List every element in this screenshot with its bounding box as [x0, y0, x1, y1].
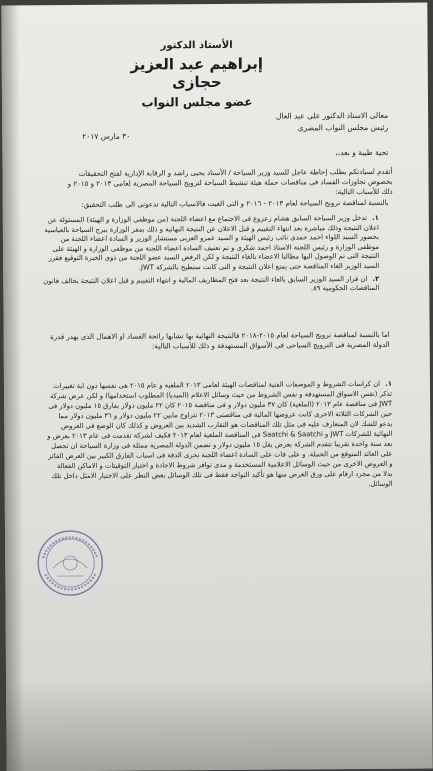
letterhead	[122, 40, 272, 110]
greeting: تحية طيبة و بعد،،	[335, 147, 389, 158]
letterhead-title: الأستاذ الدكتور	[160, 39, 233, 52]
page-shadow-bottom	[6, 679, 433, 771]
recipient-block	[248, 110, 388, 135]
list-item-text: ان قرار السيد الوزير السابق بالغاء النتيجة بعد فتح المظاريف المالية و انتهاء التقييم و قبل اعلان النتيجة يخالف قانون المناقصات الحكومية ٨٩.	[43, 274, 380, 293]
recipient-line-1: معالى الاستاذ الدكتور على عبد العال	[275, 110, 389, 121]
recipient-line-2: رئيس مجلس النواب المصرى	[297, 122, 389, 133]
list-item	[39, 274, 379, 296]
intro-paragraph: أتقدم لسيادتكم بطلب إحاطة عاجل للسيد وزير السياحة / الأستاذ يحيى راشد و الرقابة الإدارية لفتح التحقيقات بخصوص تجاوزات الفساد فى مناقصات حملة هيئة تنشيط السياحة لترويج السياحة المصرية لعامى ٢٠١٣ و ٢٠١٥ و ذلك للأسباب التالية:	[67, 167, 393, 197]
letter-date: ٣٠ مارس ٢٠١٧	[82, 131, 131, 141]
section-1-heading: بالنسبة لمناقصة ترويج السياحة لعام ٢٠١٣ - ٢٠١٦ و التى الغيت فالاسباب التالية تدعونى الى طلب التحقيق:	[81, 198, 389, 209]
official-stamp-icon	[35, 528, 105, 598]
list-item	[39, 214, 379, 274]
letter-page	[1, 3, 432, 771]
section-2-heading: اما بالنسبة لمناقصة ترويج السياحة لعام ٢٠١٥-٢٠١٨ فالنتيجة النهائية بها تشابها رائحة الفساد او الاهمال الذى يهدر قدرة الدولة المصرية فى الترويج السياحى فى الأسواق المستهدفة و ذلك للأسباب التالية:	[50, 330, 390, 351]
list-item-text: ان كراسات الشروط و الموصفات الفنية لمناقصات الهيئة لعامى ٢٠١٣ الملغية و عام ٢٠١٥ هى نفسها دون اية تغييرات تذكر (نفس الاسواق المستهدفة و نفس الشروط من حيث وسائل الاعلام (الميديا) المطلوب استخدامها) و لكن عرض شركة JWT فى مناقصة عام ٢٠١٣ (الملغية) كان ٣٧ مليون دولار و فى مناقصة ٢٠١٥ كان ٢٢ مليون دولار بفارق ١٥ مليون دولار فى حين الشركات الثلاثة الاخرى كانت عروضها المالية فى مناقصتى ٢٠١٣ تتراوح مابين ٢٢ مليون دولار و ٣٦ مليون دولار مما يدعو للشك لان المتعارف عليه فى مثل تلك المناقصات هو التقارب الشديد بين العروض و كذلك كان الوضع فى العروض النهائية للشركات JWT و Saatchi & Saatchi فى المناقصة الملغية لعام ٢٠١٣ فكيف لشركة تقدمت فى عام ٢٠١٣ بعرض و بعد سنة واحدة تقريبا تتقدم الشركة بعرض يقل ١٥ مليون دولار و تضمن الدولة المصرية ممثلة فى وزارة السياحة ان تحصل على العائد المتوقع من الحملة. و على فات على السادة اعضاء اللجنة تحرى الدقة فى اسباب الفارق الكبير بين العرض الفائز و العروض الاخرى من حيث الوسائل الاعلامية المستخدمة و مدى توافر شروط الاجادة و اختيار التوقيتات و الاماكن الفعالة بدلا من مجرد ارقام على ورق الغرض منها هو تأكيد التواجد فقط فى تلك الوسائل بغض النظر على الاختيار الامثل داخل تلك الوسائل.	[47, 379, 393, 488]
letterhead-role: عضو مجلس النواب	[141, 94, 253, 110]
list-item-number: ١.	[372, 213, 379, 222]
list-item	[46, 379, 393, 491]
list-item-number: ١.	[385, 379, 393, 388]
page-shadow-left	[1, 5, 24, 771]
list-item-text: تدخل وزير السياحة السابق هشام زعزوع فى الاجتماع مع اعضاء اللجنة (من موظفى الوزارة و الهيئة) المسئولة عن اعلان النتيجة وذلك مباشرة بعد انتهاء التقييم و قبل الاعلان عن النتيجة النهائية و ذلك بمقر الوزارة ببرج السياحة بالعباسية بحضور السيد اللواء احمد حمدى نائب رئيس الهيئة و السيد عمرو العزبى مستشار الوزير و السادة اعضاء اللجنة من موظفى الوزارة و رئيس اللجنة الاستاذ احمد شكرى و تم تعنيف السادة اعضاء اللجنة من موظفى الوزارة و الهيئة على النتيجة التى تم الوصول اليها مطالبا الاعضاء بالغاء النتيجة و لكن الرفض السيد عضو اللجنة من ذوى الخبرة التوقيع فقرر السيد الوزير الغاء المناقصة حتى يمنع اعلان النتيجة و التى كانت ستطيح بالشركة JWT.	[44, 213, 380, 272]
list-item-number: ٢.	[372, 274, 380, 283]
section-2-list	[46, 379, 393, 491]
letterhead-name: إبراهيم عبد العزيز حجازى	[130, 54, 264, 92]
section-1-list	[39, 214, 390, 299]
